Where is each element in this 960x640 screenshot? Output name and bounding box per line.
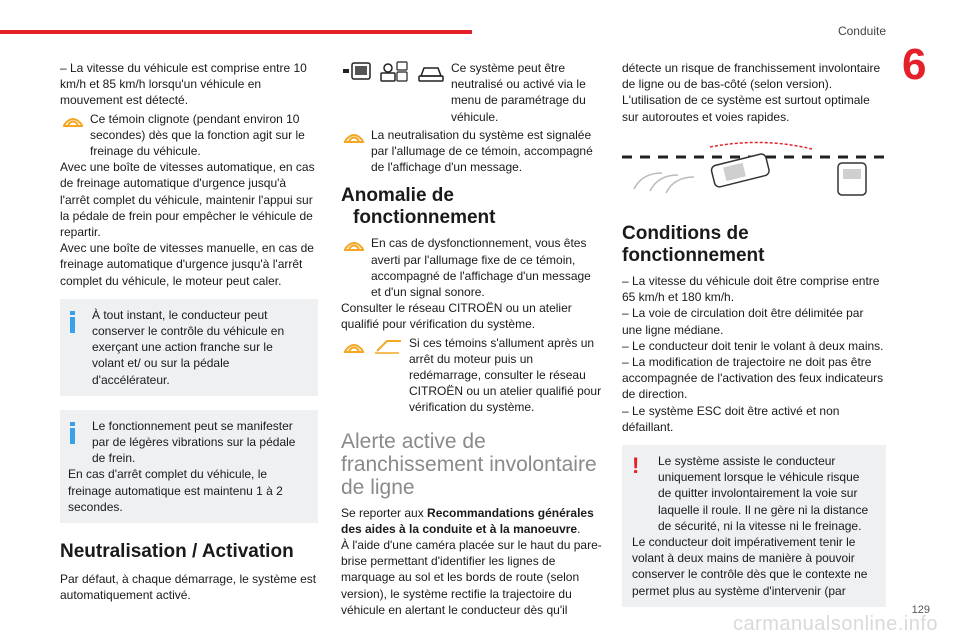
alert-text: Le système assiste le conducteur uniquement lorsque le véhicule risque de quitter involontairement la voie sur laquelle il roule. Il ne gère ni la distance de sécurité, ni la vitesse ni le freinage.: [658, 454, 869, 533]
paragraph: À l'aide d'une caméra placée sur le haut du pare-brise permettant d'identifier les lignes de marquage au sol et les bords de route (selon version), le système rectifie la trajectoire du véhicule en alertant le conducteur dès qu'il: [341, 538, 602, 617]
lamp-row: [341, 235, 603, 300]
paragraph: détecte un risque de franchissement involontaire de ligne ou de bas-côté (selon version).: [622, 61, 881, 92]
list-item: – La vitesse du véhicule doit être comprise entre 65 km/h et 180 km/h.: [622, 274, 880, 305]
heading-line: Conditions de: [622, 223, 749, 245]
header-accent-bar: [0, 30, 472, 34]
list-item: – La modification de trajectoire ne doit pas être accompagnée de l'activation des feux indicateurs de direction.: [622, 355, 884, 402]
info-text: En cas d'arrêt complet du véhicule, le freinage automatique est maintenu 1 à 2 secondes.: [68, 467, 283, 514]
warning-lamp-icon: [341, 127, 367, 145]
paragraph: Ce système peut être neutralisé ou activé via le menu de paramétrage du véhicule.: [451, 61, 586, 124]
alert-box: [622, 445, 886, 607]
page-number: 129: [911, 604, 930, 616]
info-text: Le fonctionnement peut se manifester par de légères vibrations sur la pédale de frein.: [92, 418, 296, 466]
heading-line: fonctionnement: [622, 245, 765, 267]
list-item: – Le conducteur doit tenir le volant à deux mains.: [622, 338, 884, 353]
paragraph: Consulter le réseau CITROËN ou un atelier qualifié pour vérification du système.: [341, 301, 572, 332]
info-text: À tout instant, le conducteur peut conserver le contrôle du véhicule en exerçant une action franche sur le volant et/ ou sur la pédale d'accélérateur.: [92, 307, 285, 387]
info-box: [60, 299, 318, 396]
lamp-row: [60, 111, 318, 160]
warning-lamp-icon: [60, 111, 86, 129]
lamp-row: [341, 127, 603, 176]
watermark: carmanualsonline.info: [732, 613, 938, 635]
column-2: [341, 60, 603, 618]
section-heading: Neutralisation / Activation: [60, 541, 294, 563]
text-run-bold: Recommandations générales des aides à la conduite et à la manoeuvre: [341, 505, 594, 536]
paragraph: La neutralisation du système est signalée par l'allumage de ce témoin, accompagné de l'affichage d'un message.: [371, 127, 593, 175]
alert-icon: !: [632, 453, 640, 479]
paragraph: Avec une boîte de vitesses automatique, en cas de freinage automatique d'urgence jusqu'à l'arrêt complet du véhicule, maintenir l'appui sur la pédale de frein pour empêcher le véhicule de repartir.: [60, 160, 315, 240]
icon-row: [341, 60, 603, 125]
info-icon: [70, 311, 75, 333]
paragraph: En cas de dysfonctionnement, vous êtes averti par l'allumage fixe de ce témoin, accompagné de l'affichage d'un message et d'un signal sonore.: [371, 236, 591, 300]
heading-line: Anomalie de: [341, 185, 454, 207]
paragraph: Ce témoin clignote (pendant environ 10 secondes) dès que la fonction agit sur le freinage du véhicule.: [90, 111, 305, 159]
column-1: [60, 60, 318, 603]
paragraph: – La vitesse du véhicule est comprise entre 10 km/h et 85 km/h lorsqu'un véhicule en mouvement est détecté.: [60, 61, 307, 108]
paragraph: L'utilisation de ce système est surtout optimale sur autoroutes et voies rapides.: [622, 93, 870, 124]
list-item: – Le système ESC doit être activé et non défaillant.: [622, 403, 840, 434]
lamp-row: [341, 335, 603, 416]
paragraph: [341, 505, 603, 537]
chapter-number: 6: [902, 40, 927, 89]
warning-lamp-icon: [341, 235, 367, 253]
info-box: [60, 410, 318, 523]
list-item: – La voie de circulation doit être délimitée par une ligne médiane.: [622, 306, 864, 337]
settings-menu-icon: [341, 60, 447, 84]
section-heading-light: Alerte active de franchissement involontaire de ligne: [341, 429, 597, 499]
column-3: [622, 60, 886, 607]
info-icon: [70, 422, 75, 444]
section-heading: [341, 185, 603, 229]
warning-lamp-icon: [341, 335, 405, 357]
text-run: Se reporter aux: [341, 505, 428, 520]
paragraph: Si ces témoins s'allument après un arrêt du moteur puis un redémarrage, consulter le réseau CITROËN ou un atelier qualifié pour vérification du système.: [409, 335, 602, 415]
section-title: Conduite: [837, 24, 886, 38]
lane-assist-illustration: [622, 139, 886, 205]
paragraph: Avec une boîte de vitesses manuelle, en cas de freinage automatique d'urgence jusqu'à l'arrêt complet du véhicule, le moteur peut caler.: [60, 241, 314, 288]
text-run: .: [577, 521, 581, 536]
heading-line: fonctionnement: [353, 207, 496, 229]
alert-text: Le conducteur doit impérativement tenir le volant à deux mains de manière à pouvoir conserver le contrôle dès que le contexte ne permet plus au système d'intervenir (par: [632, 535, 868, 598]
paragraph: Par défaut, à chaque démarrage, le système est automatiquement activé.: [60, 572, 317, 603]
section-heading: [622, 223, 886, 267]
